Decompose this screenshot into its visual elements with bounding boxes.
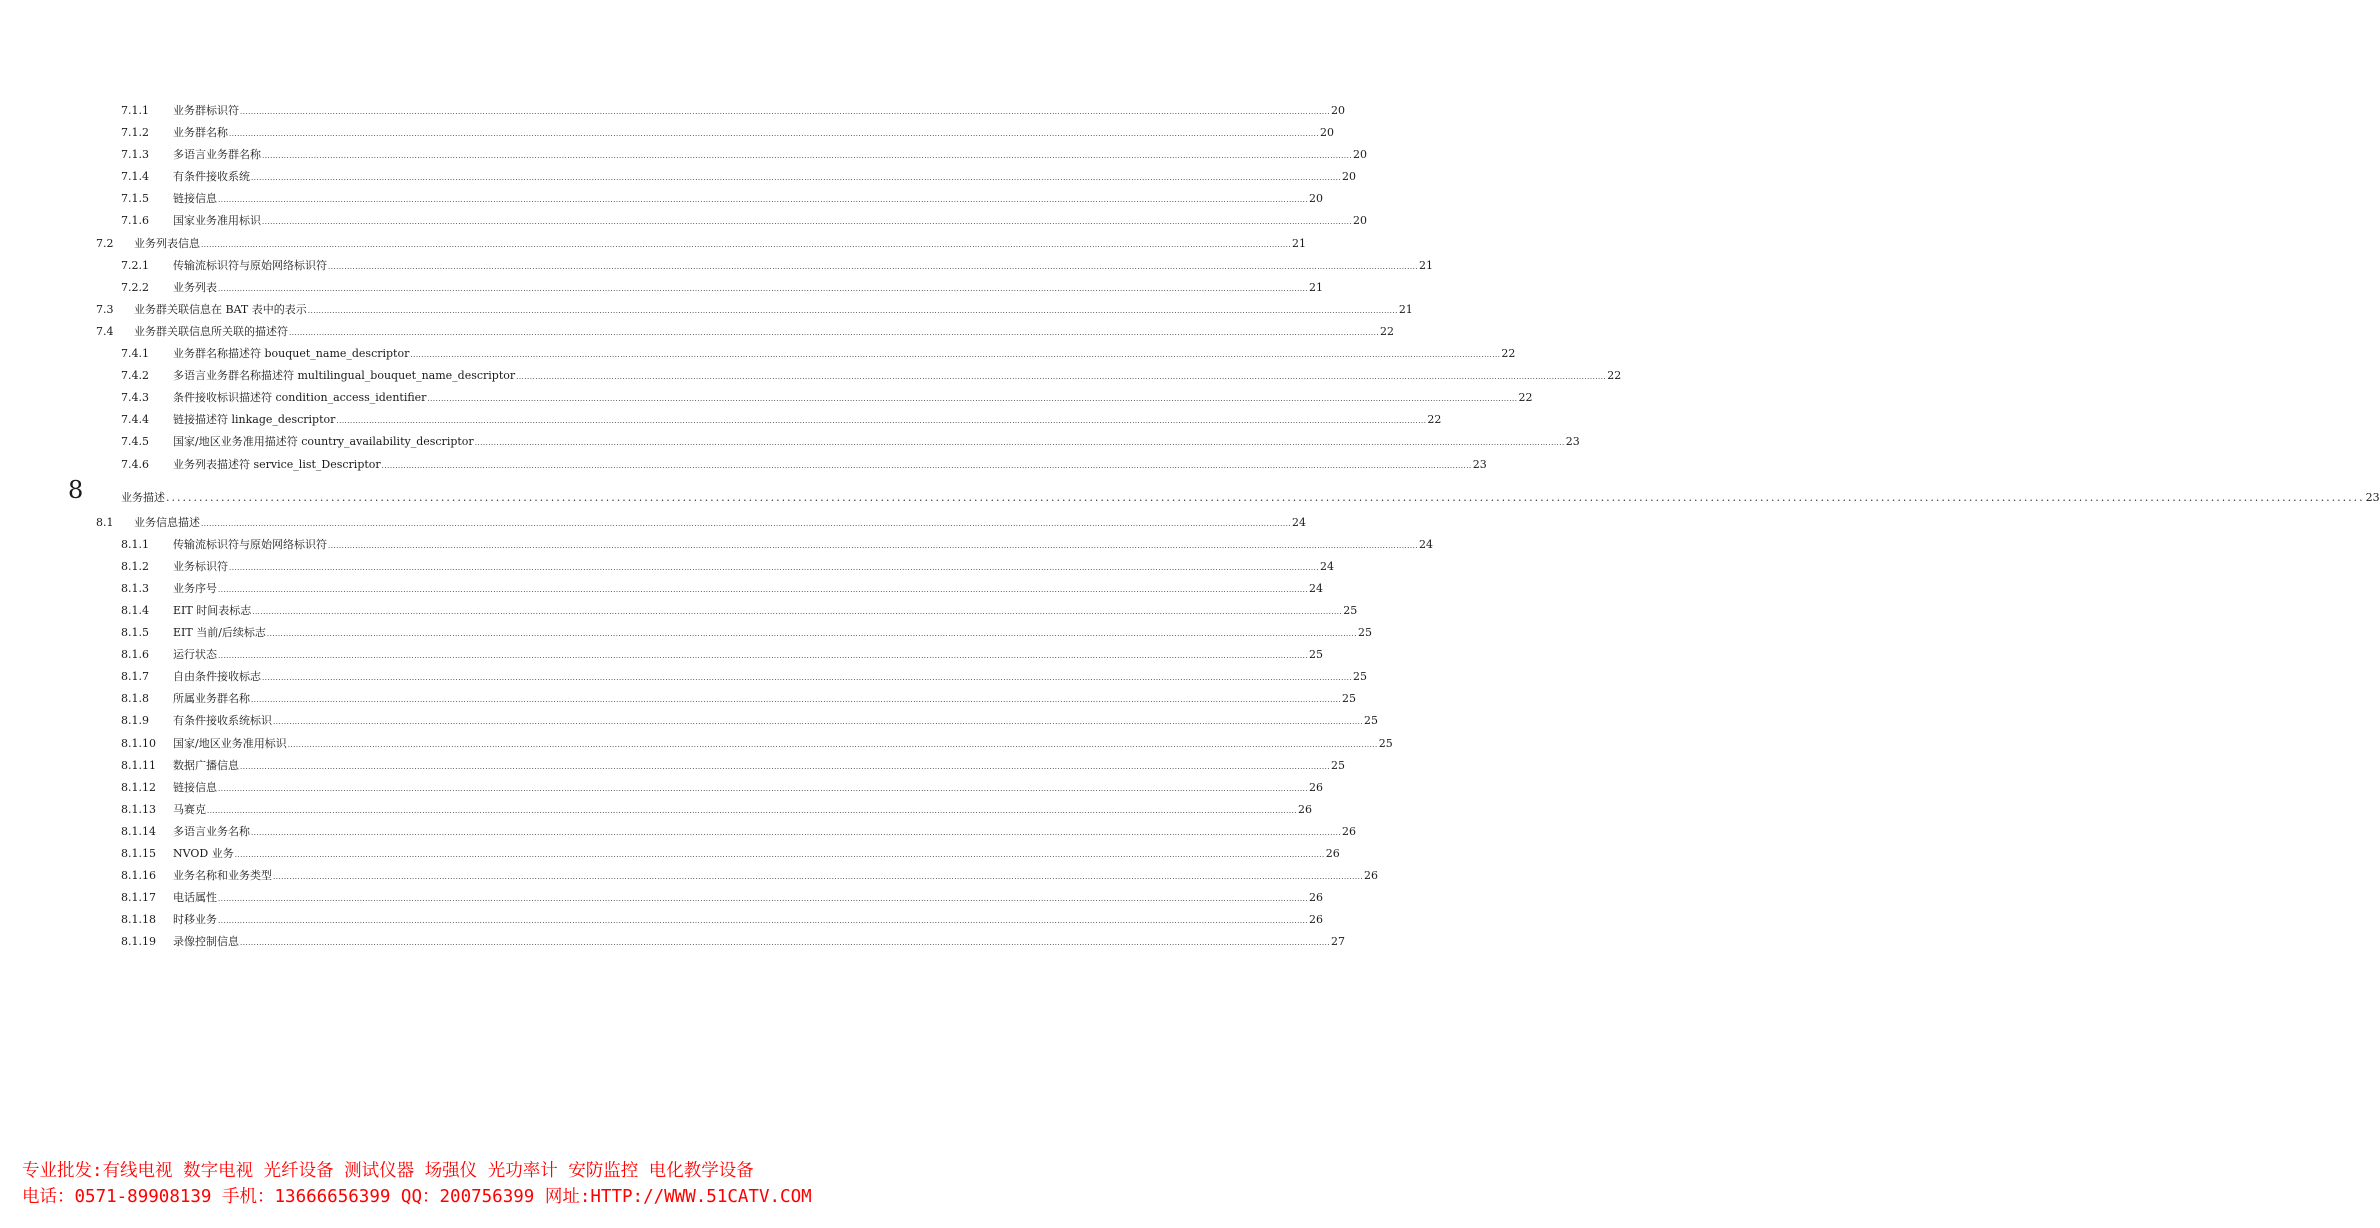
toc-entry[interactable] xyxy=(0,600,1358,622)
toc-entry-number: 7.4.3 xyxy=(121,391,149,405)
toc-entry-number: 7.4.5 xyxy=(121,435,149,449)
toc-entry-number: 7.3 xyxy=(96,302,114,316)
toc-leader-dots: ................................................................................................................................................................................................................................................................................................................................................................................................................ xyxy=(240,762,1331,771)
toc-entry-number: 7.4.4 xyxy=(121,413,149,427)
toc-entry-body xyxy=(173,600,1358,623)
toc-entry-page: 25 xyxy=(1309,648,1324,662)
toc-entry-title: 有条件接收系统 xyxy=(173,170,250,184)
toc-entry-title: 业务描述 xyxy=(121,490,165,504)
toc-entry-title: 业务群关联信息在 BAT 表中的表示 xyxy=(134,302,307,316)
toc-entry-body xyxy=(173,277,1324,300)
toc-entry-body xyxy=(173,821,1357,844)
toc-leader-dots: ................................................................................................................................................................................................................................................................................................................................................................................................................ xyxy=(262,674,1353,683)
toc-entry-body xyxy=(121,480,2380,516)
toc-entry-page: 21 xyxy=(1398,302,1413,316)
toc-leader-dots: ................................................................................................................................................................................................................................................................................................................................................................................................................ xyxy=(328,262,1419,271)
toc-entry-title: 业务群标识符 xyxy=(173,104,239,117)
toc-leader-dots: ................................................................................................................................................................................................................................................................................................................................................................................................................ xyxy=(410,351,1501,360)
toc-leader-dots: ................................................................................................................................................................................................................................................................................................................................................................................................................ xyxy=(307,306,1398,315)
toc-entry-number: 8.1.18 xyxy=(121,913,156,927)
toc-entry-page: 22 xyxy=(1518,391,1533,405)
toc-entry-title: 条件接收标识描述符 condition_access_identifier xyxy=(173,391,427,405)
toc-leader-dots: ................................................................................................................................................................................................................................................................................................................................................................................................................ xyxy=(289,328,1380,337)
toc-entry-number: 7.4.1 xyxy=(121,347,149,361)
toc-entry-page: 27 xyxy=(1331,935,1346,949)
toc-entry-page: 26 xyxy=(1342,824,1357,838)
toc-leader-dots: ................................................................................................................................................................................................................................................................................................................................................................................................................ xyxy=(336,417,1427,426)
toc-entry[interactable] xyxy=(0,865,1379,887)
toc-entry-body xyxy=(134,321,1395,344)
toc-entry-title: 业务列表信息 xyxy=(134,236,200,250)
toc-entry[interactable] xyxy=(0,144,1368,166)
toc-entry[interactable] xyxy=(0,431,1580,453)
toc-entry-number: 7.1.4 xyxy=(121,170,149,184)
advertisement-footer xyxy=(22,1158,862,1210)
toc-leader-dots: ................................................................................................................................................................................................................................................................................................................................................................................................................ xyxy=(240,939,1331,948)
toc-entry-number: 8.1.1 xyxy=(121,537,149,551)
toc-leader-dots: ................................................................................................................................................................................................................................................................................................................................................................................................................ xyxy=(252,607,1343,616)
footer-line-contacts: 电话：0571-89908139 手机：13666656399 QQ：200756399 网址:HTTP://WWW.51CATV.COM xyxy=(22,1187,812,1207)
toc-entry-body xyxy=(173,578,1324,601)
toc-entry-number: 8.1.8 xyxy=(121,692,149,706)
toc-entry-title: 运行状态 xyxy=(173,648,217,662)
toc-leader-dots: ................................................................................................................................................................................................................................................................................................................................................................................................................ xyxy=(218,784,1309,793)
toc-entry-number: 8.1.14 xyxy=(121,824,156,838)
toc-entry-page: 24 xyxy=(1292,515,1307,529)
toc-entry-title: 国家/地区业务准用标识 xyxy=(173,736,287,750)
toc-entry-page: 22 xyxy=(1501,347,1516,361)
toc-entry[interactable] xyxy=(0,644,1324,666)
toc-entry-page: 26 xyxy=(1325,847,1340,860)
toc-entry-body xyxy=(173,777,1324,800)
toc-entry-number: 7.4 xyxy=(96,324,114,338)
toc-entry-title: 国家/地区业务准用描述符 country_availability_descriptor xyxy=(173,435,474,449)
toc-entry-body xyxy=(173,365,1622,388)
toc-entry-title: 业务序号 xyxy=(173,581,217,595)
toc-entry[interactable] xyxy=(0,534,1434,556)
toc-entry-title: 链接描述符 linkage_descriptor xyxy=(173,413,336,427)
toc-entry-page: 22 xyxy=(1380,324,1395,338)
toc-entry[interactable] xyxy=(0,777,1324,799)
toc-entry-body xyxy=(173,688,1357,711)
footer-line-products: 专业批发:有线电视 数字电视 光纤设备 测试仪器 场强仪 光功率计 安防监控 电化教学设备 xyxy=(22,1161,754,1181)
toc-entry-body xyxy=(173,666,1368,689)
toc-entry-title: 所属业务群名称 xyxy=(173,692,250,706)
toc-entry-number: 8.1.9 xyxy=(121,714,149,728)
toc-leader-dots: ................................................................................................................................................................................................................................................................................................................................................................................................................ xyxy=(474,439,1565,448)
toc-leader-dots: ................................................................................................................................................................................................................................................................................................................................................................................................................ xyxy=(251,828,1342,837)
toc-entry-number: 8.1.6 xyxy=(121,648,149,662)
toc-entry-number: 7.1.2 xyxy=(121,126,149,140)
toc-leader-dots: ................................................................................................................................................................................................................................................................................................................................................................................................................ xyxy=(287,740,1378,749)
toc-entry-number: 7.2.2 xyxy=(121,280,149,294)
toc-entry[interactable] xyxy=(0,365,1622,387)
toc-entry-page: 23 xyxy=(1565,435,1580,449)
toc-entry-number: 7.1.1 xyxy=(121,104,149,117)
toc-entry-page: 26 xyxy=(1298,802,1313,816)
toc-entry-page: 24 xyxy=(1320,559,1335,573)
toc-entry-page: 23 xyxy=(2365,490,2380,504)
toc-entry-body xyxy=(134,512,1307,535)
toc-leader-dots: ................................................................................................................................................................................................................................................................................................................................................................................................................ xyxy=(229,563,1320,572)
toc-entry[interactable] xyxy=(0,755,1346,777)
toc-entry-body xyxy=(173,843,1340,866)
toc-entry-page: 25 xyxy=(1378,736,1393,750)
toc-entry[interactable] xyxy=(0,299,1413,321)
toc-entry-page: 21 xyxy=(1292,236,1307,250)
toc-entry-number: 8.1.10 xyxy=(121,736,156,750)
toc-entry-page: 25 xyxy=(1357,626,1372,640)
toc-entry-title: 业务群名称 xyxy=(173,126,228,140)
toc-entry-body xyxy=(173,255,1434,278)
toc-entry-title: 时移业务 xyxy=(173,913,217,927)
toc-leader-dots: ................................................................................................................................................................................................................................................................................................................................................................................................................ xyxy=(166,490,2365,504)
toc-leader-dots: ................................................................................................................................................................................................................................................................................................................................................................................................................ xyxy=(201,519,1292,528)
toc-entry[interactable] xyxy=(0,799,1313,821)
toc-entry-page: 25 xyxy=(1364,714,1379,728)
toc-entry[interactable] xyxy=(0,578,1324,600)
toc-entry-number: 7.4.2 xyxy=(121,369,149,383)
toc-entry-page: 25 xyxy=(1342,692,1357,706)
toc-entry-body xyxy=(173,343,1516,366)
toc-leader-dots: ................................................................................................................................................................................................................................................................................................................................................................................................................ xyxy=(273,873,1364,882)
toc-entry-body xyxy=(173,188,1324,211)
toc-leader-dots: ................................................................................................................................................................................................................................................................................................................................................................................................................ xyxy=(240,108,1331,116)
toc-entry[interactable] xyxy=(0,255,1434,277)
toc-entry[interactable] xyxy=(0,512,1307,534)
toc-entry-body xyxy=(173,144,1368,167)
toc-entry-body xyxy=(173,622,1372,645)
toc-entry-body xyxy=(173,644,1324,667)
toc-entry-number: 8.1 xyxy=(96,515,114,529)
toc-entry-page: 20 xyxy=(1342,170,1357,184)
toc-leader-dots: ................................................................................................................................................................................................................................................................................................................................................................................................................ xyxy=(273,718,1364,727)
toc-entry-title: 自由条件接收标志 xyxy=(173,670,261,684)
toc-entry-number: 7.2.1 xyxy=(121,258,149,272)
toc-entry-number: 7.4.6 xyxy=(121,457,149,471)
toc-entry-title: EIT 时间表标志 xyxy=(173,603,252,617)
toc-leader-dots: ................................................................................................................................................................................................................................................................................................................................................................................................................ xyxy=(516,373,1607,382)
toc-entry[interactable] xyxy=(0,210,1368,232)
toc-entry[interactable] xyxy=(0,122,1335,144)
toc-leader-dots: ................................................................................................................................................................................................................................................................................................................................................................................................................ xyxy=(201,240,1292,249)
toc-entry[interactable] xyxy=(0,931,1346,953)
toc-entry[interactable] xyxy=(0,475,2380,512)
toc-entry-title: 多语言业务名称 xyxy=(173,824,250,838)
toc-entry-title: 国家业务准用标识 xyxy=(173,214,261,228)
toc-entry-page: 26 xyxy=(1309,780,1324,794)
toc-entry-number: 8.1.4 xyxy=(121,603,149,617)
toc-entry-page: 20 xyxy=(1353,214,1368,228)
toc-entry-number: 8.1.2 xyxy=(121,559,149,573)
toc-entry[interactable] xyxy=(0,277,1324,299)
toc-entry-page: 21 xyxy=(1419,258,1434,272)
toc-entry-title: 有条件接收系统标识 xyxy=(173,714,272,728)
toc-entry-title: 录像控制信息 xyxy=(173,935,239,949)
toc-entry-body xyxy=(173,909,1324,932)
toc-entry-number: 8.1.19 xyxy=(121,935,156,949)
toc-entry-page: 24 xyxy=(1309,581,1324,595)
toc-entry-body xyxy=(134,299,1413,322)
toc-entry-title: 业务列表 xyxy=(173,280,217,294)
toc-leader-dots: ................................................................................................................................................................................................................................................................................................................................................................................................................ xyxy=(218,895,1309,904)
toc-entry-title: NVOD 业务 xyxy=(173,847,234,860)
toc-entry-number: 7.2 xyxy=(96,236,114,250)
toc-entry[interactable] xyxy=(0,887,1324,909)
toc-entry-body xyxy=(173,431,1580,454)
toc-entry-page: 20 xyxy=(1331,104,1346,117)
toc-entry[interactable] xyxy=(0,100,1346,122)
toc-entry[interactable] xyxy=(0,343,1516,365)
toc-entry-page: 20 xyxy=(1353,148,1368,162)
toc-entry[interactable] xyxy=(0,821,1357,843)
toc-entry-body xyxy=(173,865,1379,888)
toc-entry-title: 传输流标识符与原始网络标识符 xyxy=(173,537,327,551)
toc-entry-number: 8.1.15 xyxy=(121,847,156,860)
toc-entry-body xyxy=(173,166,1357,189)
toc-entry-number: 8.1.17 xyxy=(121,891,156,905)
toc-entry-title: 传输流标识符与原始网络标识符 xyxy=(173,258,327,272)
toc-entry[interactable] xyxy=(0,843,1340,865)
toc-leader-dots: ................................................................................................................................................................................................................................................................................................................................................................................................................ xyxy=(262,152,1353,161)
toc-entry-body xyxy=(173,887,1324,910)
toc-entry-number: 8 xyxy=(68,475,84,504)
toc-entry[interactable] xyxy=(0,666,1368,688)
toc-entry[interactable] xyxy=(0,188,1324,210)
toc-leader-dots: ................................................................................................................................................................................................................................................................................................................................................................................................................ xyxy=(218,196,1309,205)
toc-entry-title: 业务名称和业务类型 xyxy=(173,869,272,883)
toc-entry-body xyxy=(173,387,1533,410)
toc-entry-number: 7.1.3 xyxy=(121,148,149,162)
toc-entry-page: 24 xyxy=(1419,537,1434,551)
toc-entry-page: 26 xyxy=(1309,891,1324,905)
toc-entry[interactable] xyxy=(0,688,1357,710)
toc-entry[interactable] xyxy=(0,733,1393,755)
table-of-contents xyxy=(0,100,2380,953)
toc-entry-body xyxy=(173,210,1368,233)
toc-leader-dots: ................................................................................................................................................................................................................................................................................................................................................................................................................ xyxy=(266,630,1357,639)
toc-entry-page: 22 xyxy=(1427,413,1442,427)
toc-entry[interactable] xyxy=(0,166,1357,188)
toc-entry-page: 21 xyxy=(1309,280,1324,294)
toc-leader-dots: ................................................................................................................................................................................................................................................................................................................................................................................................................ xyxy=(207,806,1298,815)
toc-entry-number: 8.1.16 xyxy=(121,869,156,883)
toc-entry-title: 电话属性 xyxy=(173,891,217,905)
toc-entry[interactable] xyxy=(0,556,1335,578)
toc-entry-title: 业务信息描述 xyxy=(134,515,200,529)
toc-entry[interactable] xyxy=(0,710,1379,732)
toc-entry-body xyxy=(173,733,1393,756)
toc-entry-body xyxy=(173,122,1335,145)
toc-entry-number: 8.1.12 xyxy=(121,780,156,794)
toc-leader-dots: ................................................................................................................................................................................................................................................................................................................................................................................................................ xyxy=(251,174,1342,183)
toc-entry[interactable] xyxy=(0,909,1324,931)
toc-entry-body xyxy=(173,100,1346,123)
toc-entry-body xyxy=(134,233,1307,256)
toc-entry-page: 20 xyxy=(1309,192,1324,206)
toc-entry-title: 多语言业务群名称 xyxy=(173,148,261,162)
toc-leader-dots: ................................................................................................................................................................................................................................................................................................................................................................................................................ xyxy=(229,130,1320,139)
toc-entry-number: 8.1.3 xyxy=(121,581,149,595)
toc-entry-number: 7.1.5 xyxy=(121,192,149,206)
toc-entry-page: 25 xyxy=(1331,758,1346,772)
toc-leader-dots: ................................................................................................................................................................................................................................................................................................................................................................................................................ xyxy=(234,851,1325,859)
toc-entry-body xyxy=(173,799,1313,822)
toc-entry-body xyxy=(173,556,1335,579)
toc-entry-body xyxy=(173,710,1379,733)
toc-entry-title: 业务列表描述符 service_list_Descriptor xyxy=(173,457,381,471)
toc-entry-number: 8.1.7 xyxy=(121,670,149,684)
toc-entry-title: 业务标识符 xyxy=(173,559,228,573)
toc-entry-title: EIT 当前/后续标志 xyxy=(173,626,266,640)
toc-entry-body xyxy=(173,409,1442,432)
toc-leader-dots: ................................................................................................................................................................................................................................................................................................................................................................................................................ xyxy=(251,696,1342,705)
toc-entry-page: 23 xyxy=(1472,457,1487,471)
toc-entry[interactable] xyxy=(0,622,1372,644)
toc-entry-body xyxy=(173,931,1346,954)
toc-entry-page: 25 xyxy=(1343,603,1358,617)
toc-leader-dots: ................................................................................................................................................................................................................................................................................................................................................................................................................ xyxy=(218,284,1309,293)
toc-entry-title: 多语言业务群名称描述符 multilingual_bouquet_name_descriptor xyxy=(173,369,516,383)
toc-entry-page: 26 xyxy=(1309,913,1324,927)
toc-entry[interactable] xyxy=(0,233,1307,255)
toc-leader-dots: ................................................................................................................................................................................................................................................................................................................................................................................................................ xyxy=(218,585,1309,594)
toc-entry-title: 数据广播信息 xyxy=(173,758,239,772)
toc-entry-page: 26 xyxy=(1364,869,1379,883)
toc-entry-title: 业务群名称描述符 bouquet_name_descriptor xyxy=(173,347,410,361)
toc-entry-number: 8.1.13 xyxy=(121,802,156,816)
toc-leader-dots: ................................................................................................................................................................................................................................................................................................................................................................................................................ xyxy=(427,395,1518,404)
toc-entry[interactable] xyxy=(0,409,1442,431)
toc-entry-page: 22 xyxy=(1607,369,1622,383)
toc-entry-title: 业务群关联信息所关联的描述符 xyxy=(134,324,288,338)
toc-entry[interactable] xyxy=(0,321,1395,343)
toc-entry-body xyxy=(173,454,1487,477)
toc-entry-title: 链接信息 xyxy=(173,780,217,794)
toc-leader-dots: ................................................................................................................................................................................................................................................................................................................................................................................................................ xyxy=(218,917,1309,926)
toc-entry-body xyxy=(173,534,1434,557)
toc-entry[interactable] xyxy=(0,454,1487,476)
toc-entry-title: 链接信息 xyxy=(173,192,217,206)
toc-entry-number: 8.1.5 xyxy=(121,626,149,640)
toc-entry-body xyxy=(173,755,1346,778)
toc-entry-page: 25 xyxy=(1353,670,1368,684)
toc-entry-title: 马赛克 xyxy=(173,802,206,816)
toc-leader-dots: ................................................................................................................................................................................................................................................................................................................................................................................................................ xyxy=(328,541,1419,550)
toc-entry[interactable] xyxy=(0,387,1533,409)
toc-entry-page: 20 xyxy=(1320,126,1335,140)
toc-leader-dots: ................................................................................................................................................................................................................................................................................................................................................................................................................ xyxy=(218,652,1309,661)
toc-leader-dots: ................................................................................................................................................................................................................................................................................................................................................................................................................ xyxy=(262,218,1353,227)
toc-entry-number: 8.1.11 xyxy=(121,758,156,772)
toc-leader-dots: ................................................................................................................................................................................................................................................................................................................................................................................................................ xyxy=(381,461,1472,470)
toc-entry-number: 7.1.6 xyxy=(121,214,149,228)
